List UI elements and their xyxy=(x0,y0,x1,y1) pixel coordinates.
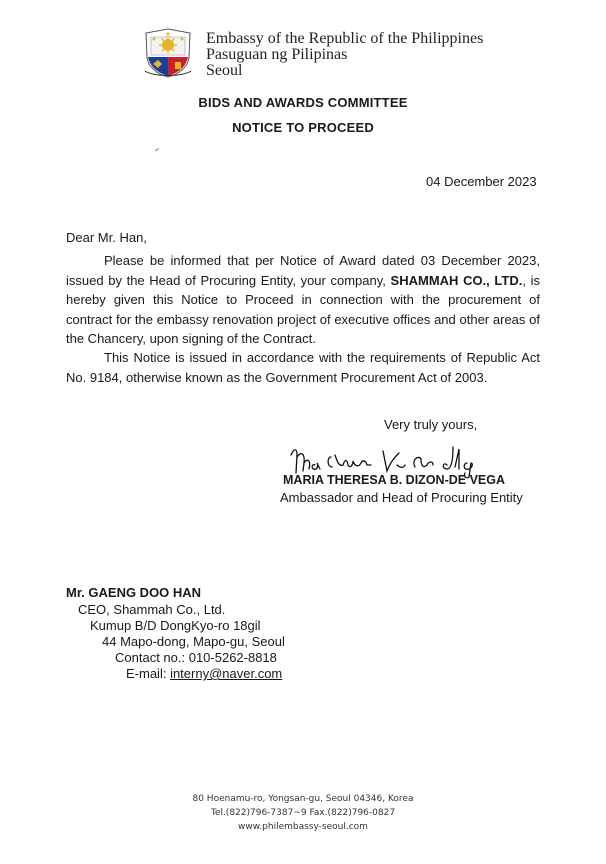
addressee-position: CEO, Shammah Co., Ltd. xyxy=(78,602,226,617)
org-name-line: Embassy of the Republic of the Philippines xyxy=(206,30,484,47)
committee-heading: BIDS AND AWARDS COMMITTEE xyxy=(198,95,408,110)
letterhead-organization xyxy=(206,31,483,79)
footer-phone: Tel.(822)796-7387~9 Fax.(822)796-0827 xyxy=(210,808,396,818)
org-name-filipino-line: Pasuguan ng Pilipinas xyxy=(206,46,348,63)
org-city-line: Seoul xyxy=(206,62,243,79)
addressee-address-line-2: 44 Mapo-dong, Mapo-gu, Seoul xyxy=(102,634,285,649)
salutation: Dear Mr. Han, xyxy=(66,230,147,245)
signer-title: Ambassador and Head of Procuring Entity xyxy=(280,490,523,505)
body-paragraph-1 xyxy=(66,251,540,349)
email-label: E-mail: xyxy=(126,666,171,681)
signer-name: MARIA THERESA B. DIZON-DE VEGA xyxy=(283,473,505,487)
addressee-contact: Contact no.: 010-5262-8818 xyxy=(115,650,277,665)
addressee-address-line-1: Kumup B/D DongKyo-ro 18gil xyxy=(90,618,261,633)
document-title: NOTICE TO PROCEED xyxy=(232,120,374,135)
company-name: SHAMMAH CO., LTD. xyxy=(390,272,523,288)
addressee-email-line xyxy=(126,666,282,681)
footer-address: 80 Hoenamu-ro, Yongsan-gu, Seoul 04346, Korea xyxy=(192,794,414,804)
closing: Very truly yours, xyxy=(384,417,478,432)
stray-mark xyxy=(155,148,161,154)
email-link[interactable]: interny@naver.com xyxy=(170,666,283,681)
addressee-name: Mr. GAENG DOO HAN xyxy=(66,585,202,600)
paragraph-text: Please be informed that per Notice of Award dated 03 December 2023, issued by the Head of Procuring Entity, your company, xyxy=(66,253,540,288)
philippine-seal-icon xyxy=(143,27,193,79)
footer-website[interactable]: www.philembassy-seoul.com xyxy=(238,822,368,832)
body-paragraph-2: This Notice is issued in accordance with the requirements of Republic Act No. 9184, otherwise known as the Government Procurement Act of 2003. xyxy=(66,350,540,385)
letter-date: 04 December 2023 xyxy=(426,174,537,189)
paragraph-text: , is hereby given this Notice to Proceed in connection with the procurement of contract for the embassy renovation project of executive offices and other areas of the Chancery, upon signing of the Contract. xyxy=(66,272,540,346)
